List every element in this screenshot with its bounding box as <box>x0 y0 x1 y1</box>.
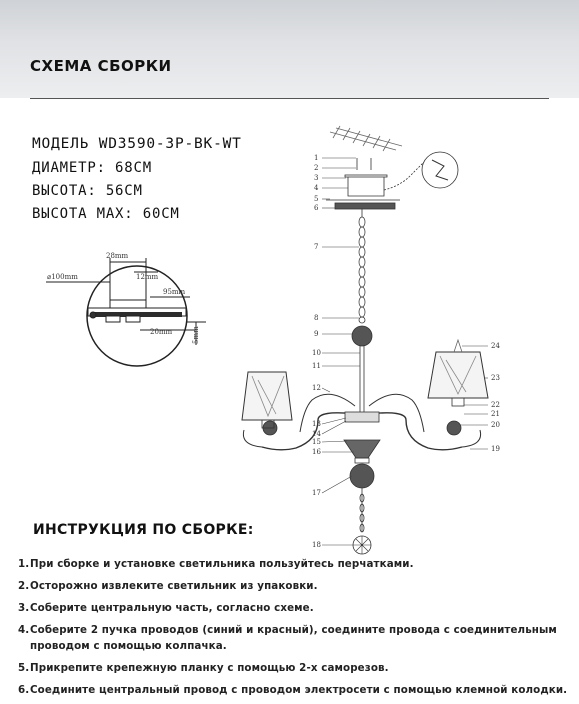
part-num-10: 10 <box>312 349 321 357</box>
step-text: Соедините центральный провод с проводом электросети с помощью клемной колодки. <box>30 684 568 696</box>
part-num-22: 22 <box>491 401 500 409</box>
dim-100: ⌀100mm <box>47 273 78 281</box>
part-num-8: 8 <box>314 314 319 322</box>
instructions-list <box>18 556 573 704</box>
part-num-19: 19 <box>491 445 500 453</box>
part-num-20: 20 <box>491 421 500 429</box>
part-num-15: 15 <box>312 438 321 446</box>
step-number: 2. <box>18 580 30 592</box>
part-num-24: 24 <box>491 342 500 350</box>
part-num-6: 6 <box>314 204 319 212</box>
part-num-3: 3 <box>314 174 319 182</box>
step-number: 5. <box>18 662 30 674</box>
model-label: МОДЕЛЬ WD3590-3P-BK-WT <box>32 136 242 152</box>
part-num-7: 7 <box>314 243 319 251</box>
height-label: ВЫСОТА: 56СМ <box>32 183 143 199</box>
part-num-2: 2 <box>314 164 319 172</box>
chandelier-drawing <box>242 126 488 554</box>
dim-20: 20mm <box>150 328 173 336</box>
part-num-12: 12 <box>312 384 321 392</box>
dim-12: 12mm <box>136 273 159 281</box>
part-num-4: 4 <box>314 184 319 192</box>
step-text: Осторожно извлеките светильник из упаковки. <box>30 580 318 592</box>
part-num-5: 5 <box>314 195 319 203</box>
part-num-11: 11 <box>312 362 321 370</box>
step-text: При сборке и установке светильника пользуйтесь перчатками. <box>30 558 414 570</box>
part-num-9: 9 <box>314 330 319 338</box>
part-num-21: 21 <box>491 410 500 418</box>
part-num-14: 14 <box>312 430 321 438</box>
instruction-step <box>18 622 573 654</box>
instruction-step <box>18 682 573 698</box>
instruction-step <box>18 660 573 676</box>
dim-5: 5mm <box>192 326 200 344</box>
part-num-1: 1 <box>314 154 319 162</box>
instruction-step <box>18 578 573 594</box>
instruction-step <box>18 556 573 572</box>
step-number: 4. <box>18 624 30 636</box>
part-num-17: 17 <box>312 489 321 497</box>
dim-95: 95mm <box>163 288 186 296</box>
step-number: 6. <box>18 684 30 696</box>
part-num-16: 16 <box>312 448 321 456</box>
instructions-title: ИНСТРУКЦИЯ ПО СБОРКЕ: <box>33 522 254 538</box>
step-number: 1. <box>18 558 30 570</box>
page-title: СХЕМА СБОРКИ <box>30 57 172 75</box>
step-text-continued: проводом с помощью колпачка. <box>30 640 227 652</box>
step-text: Соберите центральную часть, согласно схеме. <box>30 602 314 614</box>
height-max-label: ВЫСОТА MAX: 60СМ <box>32 206 180 222</box>
part-num-18: 18 <box>312 541 321 549</box>
part-num-23: 23 <box>491 374 500 382</box>
step-number: 3. <box>18 602 30 614</box>
step-text: Прикрепите крепежную планку с помощью 2-х саморезов. <box>30 662 389 674</box>
step-text: Соберите 2 пучка проводов (синий и красный), соедините провода с соединительным <box>30 624 557 636</box>
diameter-label: ДИАМЕТР: 68СМ <box>32 160 152 176</box>
part-num-13: 13 <box>312 420 321 428</box>
dim-28: 28mm <box>106 252 129 260</box>
instruction-step <box>18 600 573 616</box>
